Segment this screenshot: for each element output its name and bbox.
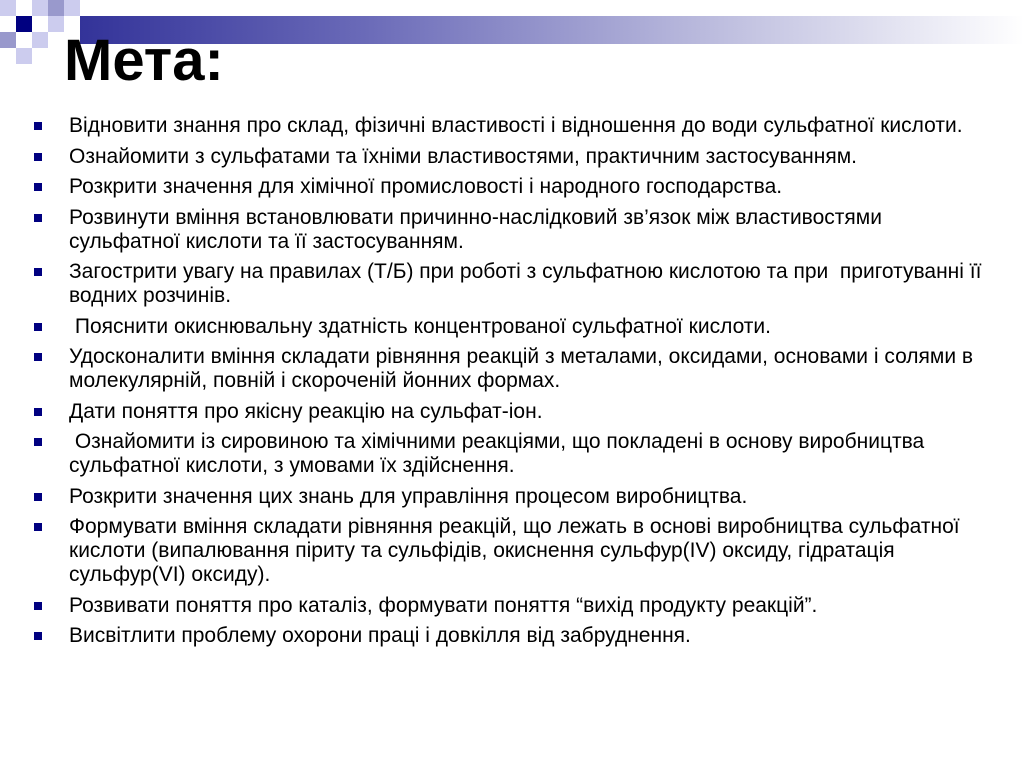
goal-text: Висвітлити проблему охорони праці і довкілля від забруднення. xyxy=(69,624,691,647)
bullet-square-icon xyxy=(34,493,42,501)
goal-item xyxy=(30,315,990,339)
goal-text: Формувати вміння складати рівняння реакцій, що лежать в основі виробництва сульфатної кислоти (випалювання піриту та сульфідів, окиснення сульфур(IV) оксиду, гідратація сульфур(VI) оксиду). xyxy=(69,515,966,586)
goal-text: Розкрити значення цих знань для управління процесом виробництва. xyxy=(69,484,748,508)
goal-text: Пояснити окиснювальну здатність концентрованої сульфатної кислоти. xyxy=(69,314,771,338)
goal-item xyxy=(30,515,990,587)
goal-text: Розкрити значення для хімічної промисловості і народного господарства. xyxy=(69,175,783,198)
goal-item xyxy=(30,145,990,169)
goal-item xyxy=(30,345,990,393)
bullet-square-icon xyxy=(34,523,42,531)
bullet-square-icon xyxy=(34,438,42,446)
decor-square xyxy=(0,32,16,48)
slide-title: Мета: xyxy=(64,28,224,93)
bullet-square-icon xyxy=(34,632,42,640)
decor-square xyxy=(64,0,80,16)
decor-square xyxy=(32,0,48,16)
decor-square xyxy=(16,48,32,64)
decor-square xyxy=(48,0,64,16)
goal-text: Ознайомити із сировиною та хімічними реакціями, що покладені в основу виробництва сульфатної кислоти, з умовами їх здійснення. xyxy=(69,430,931,477)
bullet-square-icon xyxy=(34,153,42,161)
goal-text: Ознайомити з сульфатами та їхніми властивостями, практичним застосуванням. xyxy=(69,144,857,168)
goal-item xyxy=(30,114,990,138)
goal-item xyxy=(30,485,990,509)
goal-item xyxy=(30,175,990,199)
goal-item xyxy=(30,206,990,254)
goal-item xyxy=(30,624,990,648)
bullet-square-icon xyxy=(34,408,42,416)
goal-item xyxy=(30,260,990,308)
goal-text: Розвинути вміння встановлювати причинно-наслідковий зв’язок між властивостями сульфатної кислоти та її застосуванням. xyxy=(69,205,888,253)
bullet-square-icon xyxy=(34,323,42,331)
goals-list xyxy=(30,114,990,655)
goal-text: Загострити увагу на правилах (Т/Б) при роботі з сульфатною кислотою та при приготуванні її водних розчинів. xyxy=(69,260,988,307)
bullet-square-icon xyxy=(34,214,42,222)
goal-text: Відновити знання про склад, фізичні властивості і відношення до води сульфатної кислоти. xyxy=(69,114,963,137)
decor-square xyxy=(32,32,48,48)
decor-square xyxy=(48,16,64,32)
decor-square xyxy=(0,0,16,16)
bullet-square-icon xyxy=(34,122,42,130)
decor-square xyxy=(16,16,32,32)
goal-text: Дати поняття про якісну реакцію на сульфат-іон. xyxy=(69,399,543,423)
goal-text: Розвивати поняття про каталіз, формувати поняття “вихід продукту реакцій”. xyxy=(69,593,818,617)
bullet-square-icon xyxy=(34,353,42,361)
bullet-square-icon xyxy=(34,268,42,276)
goal-item xyxy=(30,400,990,424)
goal-text: Удосконалити вміння складати рівняння реакцій з металами, оксидами, основами і солями в молекулярній, повній і скороченій йонних формах. xyxy=(69,345,979,392)
goal-item xyxy=(30,430,990,478)
bullet-square-icon xyxy=(34,183,42,191)
bullet-square-icon xyxy=(34,602,42,610)
goal-item xyxy=(30,594,990,618)
